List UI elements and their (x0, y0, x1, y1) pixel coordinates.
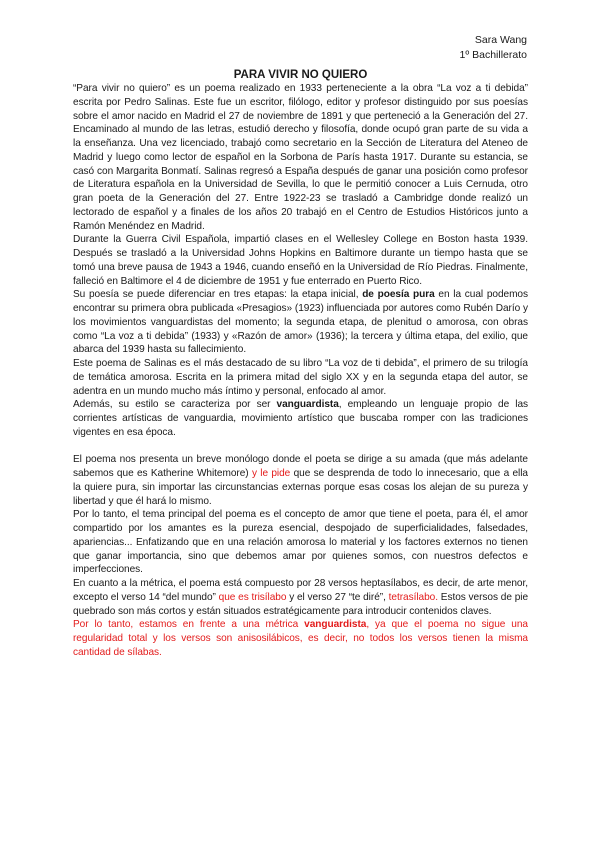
highlight-red: tetrasílabo. (388, 591, 438, 603)
author-name: Sara Wang (474, 34, 527, 46)
header (73, 33, 527, 63)
text-run: y el verso 27 “te diré”, (286, 591, 389, 603)
paragraph-book: Este poema de Salinas es el más destacado de su libro “La voz de ti debida”, el primero de su trilogía de temática amorosa. Escrita en la primera mitad del siglo XX y en la segunda etapa del autor, se adentra en un mundo mucho más íntimo y personal, enfocado al amor. (73, 358, 528, 397)
paragraph-theme: Por lo tanto, el tema principal del poema es el concepto de amor que tiene el poeta, para él, el amor compartido por los amantes es la pureza esencial, despojado de superficialidades, falsedades, apariencias... Enfatizando que en una relación amorosa lo material y los factores externos no tienen que ganar importancia, sino que debemos amar por quienes somos, con nuestros defectos e imperfecciones. (73, 509, 528, 576)
paragraph-biography: “Para vivir no quiero” es un poema realizado en 1933 perteneciente a la obra “La voz a ti debida” escrita por Pedro Salinas. Este fue un escritor, filólogo, editor y profesor distinguido por sus poesías sobre el amor nacido en Madrid el 27 de noviembre de 1891 y que perteneció a la Generación del 27. Encaminado al mundo de las letras, estudió derecho y filosofía, donde ocupó gran parte de su vida a la enseñanza. Una vez licenciado, trabajó como secretario en la Sección de Literatura del Ateneo de Madrid y luego como lector de español en la Sorbona de París hasta 1917. Durante su estancia, se casó con Margarita Bonmatí. Salinas regresó a España después de ganar una posición como profesor de Literatura española en la Universidad de Sevilla, lo que le permitió conocer a Luis Cernuda, otro gran poeta de la Generación del 27. Entre 1922-23 se trasladó a Cambridge donde realizó un lectorado de español y a finales de los años 20 trabajó en el Centro de Estudios Históricos junto a Ramón Menéndez en Madrid. (73, 83, 528, 232)
paragraph-stages (73, 288, 528, 357)
text-run: , ya que el poema no sigue una regularidad total y los versos son anisosilábicos, es decir, no todos los versos tienen la misma cantidad de sílabas. (73, 619, 528, 658)
document-page (73, 33, 528, 660)
text-run: Estos versos de pie quebrado son más cortos y están situados estratégicamente para introducir contenidos claves. (73, 591, 529, 617)
paragraph-conclusion (73, 618, 528, 659)
paragraph-style (73, 398, 528, 439)
paragraph-monologue (73, 453, 528, 508)
blank-line (73, 440, 528, 454)
bold-term: vanguardista (276, 399, 339, 411)
paragraph-career: Durante la Guerra Civil Española, impartió clases en el Wellesley College en Boston hasta 1939. Después se trasladó a la Universidad Johns Hopkins en Baltimore durante un tiempo hasta que se tomó una breve pausa de 1943 a 1946, cuando enseñó en la Universidad de Río Piedras. Finalmente, falleció en Baltimore el 4 de diciembre de 1951 y fue enterrado en Puerto Rico. (73, 234, 528, 287)
paragraph-metrics (73, 577, 528, 618)
text-run: Por lo tanto, estamos en frente a una métrica (73, 619, 305, 631)
highlight-red: y le pide (251, 468, 291, 479)
text-run: que se desprenda de todo lo innecesario, que a ella la quiere pura, sin importar las circunstancias externas porque esas cosas los alejan de su pureza y libertad y que él hará lo mismo. (73, 468, 528, 507)
course-label: 1º Bachillerato (459, 49, 527, 61)
text-run: , empleando un lenguaje propio de las corrientes artísticas de vanguardia, movimiento artístico que buscaba romper con las tradiciones vigentes en esa época. (73, 399, 529, 438)
text-run: Su poesía se puede diferenciar en tres etapas: la etapa inicial, (73, 289, 363, 301)
text-run: El poema nos presenta un breve monólogo donde el poeta se dirige a su amada (que más adelante sabemos que es Katherine Whitemore) (73, 454, 528, 479)
bold-term: de poesía pura (362, 289, 435, 301)
text-run: Además, su estilo se caracteriza por ser (73, 399, 277, 411)
bold-term: vanguardista (304, 619, 367, 631)
text-run: en la cual podemos encontrar su primera obra publicada «Presagios» (1923) influenciada por autores como Rubén Darío y los movimientos vanguardistas del momento; la segunda etapa, de plenitud o amorosa, con obras como “La voz a ti debida” (1933) y «Razón de amor» (1936); la tercera y última etapa, del exilio, que abarca del 1939 hasta su fallecimiento. (73, 289, 528, 356)
document-title: PARA VIVIR NO QUIERO (233, 69, 368, 81)
text-run: En cuanto a la métrica, el poema está compuesto por 28 versos heptasílabos, es decir, de arte menor, excepto el verso 14 “del mundo” (73, 578, 528, 603)
highlight-red: que es trisílabo (218, 591, 287, 603)
